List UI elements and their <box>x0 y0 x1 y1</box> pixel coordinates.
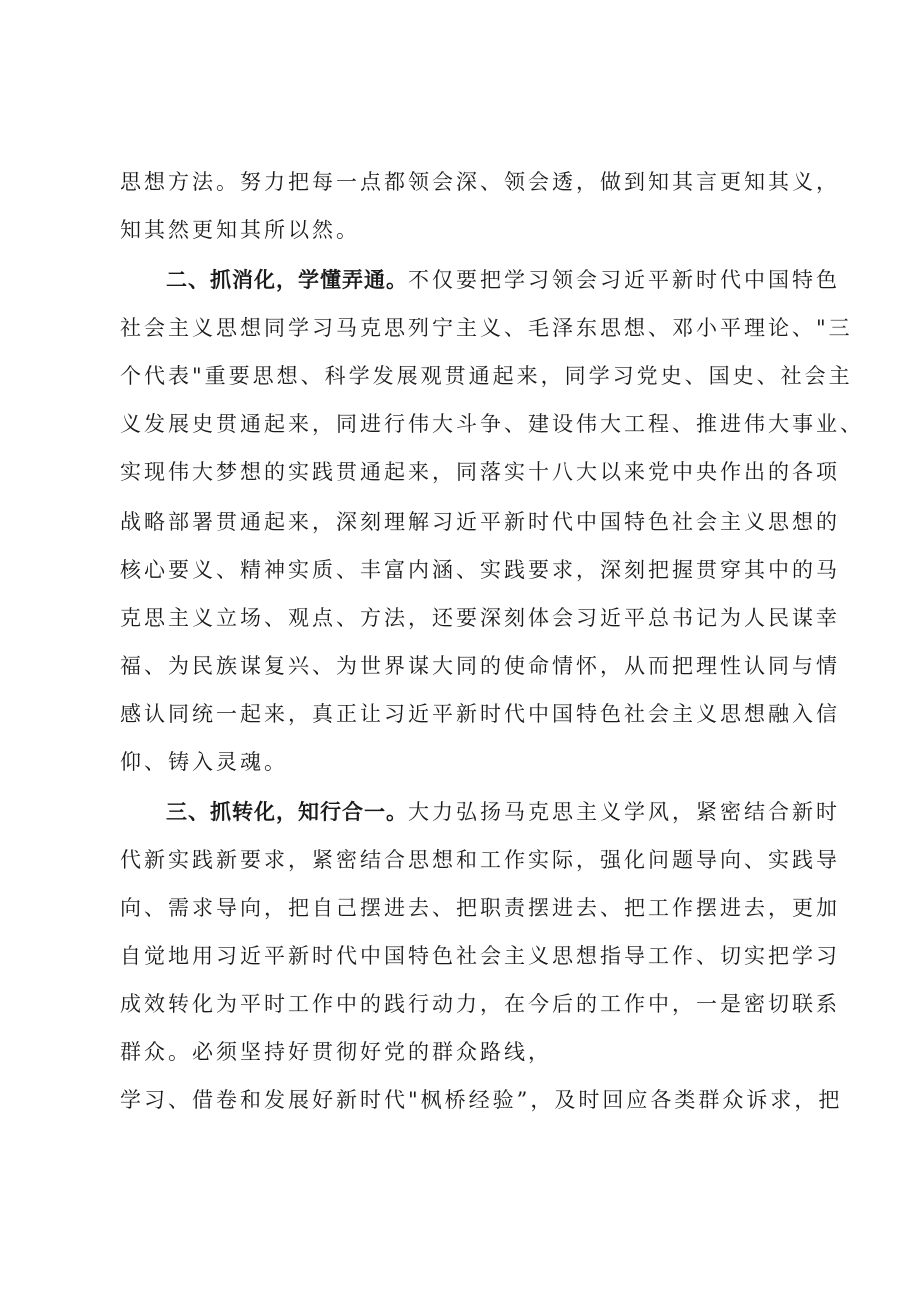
paragraph-3-line-5: 成效转化为平时工作中的践行动力，在今后的工作中，一是密切联系 <box>120 992 840 1016</box>
paragraph-2-line-9: 福、为民族谋复兴、为世界谋大同的使命情怀，从而把理性认同与情 <box>120 654 840 678</box>
paragraph-2-line-7: 核心要义、精神实质、丰富内涵、实践要求，深刻把握贯穿其中的马 <box>120 558 840 582</box>
paragraph-1-line-2: 知其然更知其所以然。 <box>120 218 360 242</box>
paragraph-2-line-8: 克思主义立场、观点、方法，还要深刻体会习近平总书记为人民谋幸 <box>120 606 840 630</box>
paragraph-3-line-6: 群众。必须坚持好贯彻好党的群众路线， <box>120 1040 552 1064</box>
paragraph-3-line-7: 学习、借卷和发展好新时代"枫桥经验”，及时回应各类群众诉求，把 <box>120 1088 843 1112</box>
paragraph-2-line-11: 仰、铸入灵魂。 <box>120 750 288 774</box>
paragraph-2-line-6: 战略部署贯通起来，深刻理解习近平新时代中国特色社会主义思想的 <box>120 510 840 534</box>
paragraph-2-first-line <box>166 266 840 294</box>
paragraph-2-heading: 二、抓消化，学懂弄通。 <box>166 268 408 292</box>
paragraph-1-line-1: 思想方法。努力把每一点都领会深、领会透，做到知其言更知其义， <box>120 170 840 194</box>
paragraph-3-line-2: 代新实践新要求，紧密结合思想和工作实际，强化问题导向、实践导 <box>120 848 840 872</box>
paragraph-3-first-line <box>166 798 840 826</box>
paragraph-2-line-1: 不仅要把学习领会习近平新时代中国特色 <box>408 268 840 292</box>
paragraph-2-line-10: 感认同统一起来，真正让习近平新时代中国特色社会主义思想融入信 <box>120 702 840 726</box>
paragraph-2-line-2: 社会主义思想同学习马克思列宁主义、毛泽东思想、邓小平理论、"三 <box>120 316 853 340</box>
paragraph-2-line-5: 实现伟大梦想的实践贯通起来，同落实十八大以来党中央作出的各项 <box>120 460 840 484</box>
paragraph-2-line-3: 个代表"重要思想、科学发展观贯通起来，同学习党史、国史、社会主 <box>120 364 853 388</box>
paragraph-3-line-4: 自觉地用习近平新时代中国特色社会主义思想指导工作、切实把学习 <box>120 944 840 968</box>
paragraph-2-line-4: 义发展史贯通起来，同进行伟大斗争、建设伟大工程、推进伟大事业、 <box>120 412 864 436</box>
paragraph-3-heading: 三、抓转化，知行合一。 <box>166 800 408 824</box>
paragraph-3-line-3: 向、需求导向，把自己摆进去、把职责摆进去、把工作摆进去，更加 <box>120 896 840 920</box>
paragraph-3-line-1: 大力弘扬马克思主义学风，紧密结合新时 <box>408 800 840 824</box>
